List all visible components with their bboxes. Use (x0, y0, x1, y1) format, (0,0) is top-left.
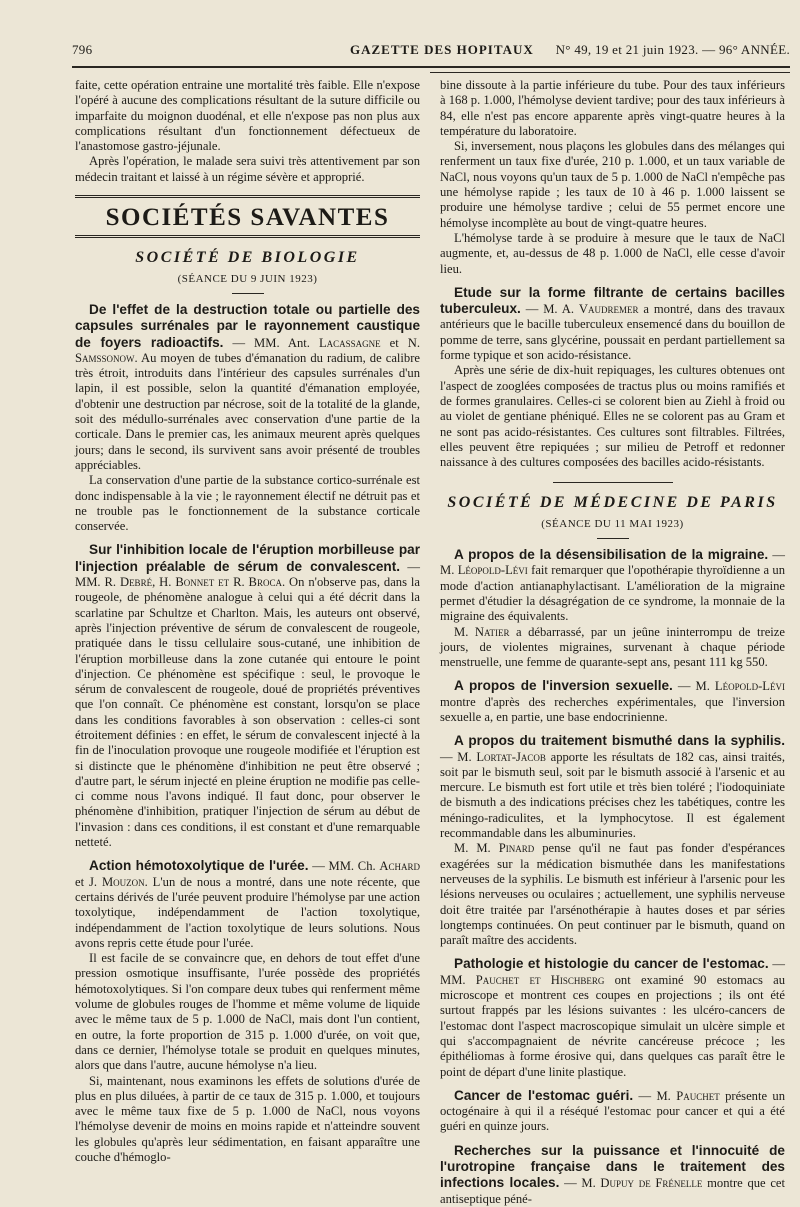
continued-paragraph: bine dissoute à la partie inférieure du tube. Pour des taux inférieurs à 168 p. 1.000, l'hémolyse devient tardive; pour des taux inférieurs à 84, elle n'est pas encore apparente après vingt-quatre heures à la température du laboratoire. (440, 78, 786, 138)
session-date: (SÉANCE DU 9 JUIN 1923) (177, 272, 318, 285)
article-title: Recherches sur la puissance et l'innocuité de l'urotropine française dans le traitement des infections locales. (440, 1142, 785, 1191)
section-divider-2 (75, 235, 420, 240)
author-names: Pauchet et Hischberg (475, 972, 605, 987)
author-prefix: — M. (672, 679, 715, 694)
author-joiner: et J. (75, 874, 102, 889)
article-title: Cancer de l'estomac guéri. (454, 1087, 634, 1103)
article-title: A propos de la désensibilisation de la migraine. (454, 547, 769, 563)
article-body: a montré, dans des travaux antérieurs que le bacille tuberculeux ensemencé dans du bouillon de pomme de terre, sans glycérine, poussait en perdant partiellement sa forme typique et son acido-résistance. (440, 302, 785, 363)
short-divider (597, 538, 629, 539)
section-title: SOCIÉTÉS SAVANTES (105, 204, 390, 232)
article-title: Action hémotoxolytique de l'urée. (89, 858, 309, 874)
article-cancer-gueri (440, 1088, 785, 1135)
article-cancer-histologie (440, 956, 785, 1079)
author-prefix: M. M. (454, 841, 499, 856)
author-prefix: — MM. R. (75, 559, 420, 590)
article-bacilles (440, 285, 785, 471)
article-title: Sur l'inhibition locale de l'éruption morbilleuse par l'injection préalable de sérum de convalescent. (75, 542, 420, 574)
running-header (72, 42, 790, 62)
author-name: Natier (474, 624, 510, 639)
header-rule-right (430, 72, 790, 73)
article-syphilis (440, 733, 785, 948)
author-prefix: — MM. Ch. (308, 859, 380, 874)
article-urotropine (440, 1143, 785, 1207)
article-paragraph: Si, maintenant, nous examinons les effets de solutions d'urée de plus en plus diluées, à partir de ce taux de 315 p. 1.000, et toujours avec le même taux fixe de 5 p. 1.000 de NaCl, nous voyons l'hémolyse devenir de moins en moins rapide et n'atteindre souvent les globules qu'après leur sédimentation, en faisant apparaître une couche d'hémoglo- (75, 1073, 420, 1164)
right-column (440, 78, 785, 1207)
article-title: A propos du traitement bismuthé dans la syphilis. (454, 733, 785, 749)
article-paragraph: Il est facile de se convaincre que, en dehors de tout effet d'une pression osmotique insuffisante, l'urée possède des propriétés hémotoxolytiques. Si l'on compare deux tubes qui renferment même volume de globules rouges de l'homme et même volume de liquide avec le même taux de 5 p. 1.000 de NaCl, mais dont l'un contient, en outre, la forte proportion de 315 p. 1.000 d'urée, on voit que, dans ce dernier, l'hémolyse totale se produit en quelques minutes, alors que dans l'autre, aucune hémolyse n'a lieu. (75, 951, 420, 1073)
author-name: Lortat-Jacob (476, 749, 546, 764)
article-body: pense qu'il ne faut pas fonder d'espérances exagérées sur la médication bismuthée dans les manifestations nerveuses de la syphilis. Le bismuth est inférieur à l'arsenic pour les lésions nerveuses ou oculaires ; actuellement, une syphilis nerveuse doit être traitée par l'arsénothérapie à hautes doses et par séries longtemps continuées. On peut continuer par le bismuth, quand on paraît maître des accidents. (440, 841, 785, 948)
author-prefix: — MM. Ant. (223, 335, 319, 350)
author-name: Dupuy de Frénelle (600, 1176, 703, 1191)
article-inversion (440, 678, 785, 725)
article-paragraph: L'hémolyse tarde à se produire à mesure que le taux de NaCl augmente, et, au-dessus de 48 p. 1.000 de NaCl, elle cesse d'avoir lieu. (440, 230, 785, 276)
author-name: Pinard (498, 841, 535, 856)
article-title: Pathologie et histologie du cancer de l'estomac. (454, 956, 769, 972)
society-heading-biologie: SOCIÉTÉ DE BIOLOGIE (135, 249, 360, 267)
article-title: Etude sur la forme filtrante de certains bacilles tuberculeux. (440, 284, 785, 317)
session-date: (SÉANCE DU 11 MAI 1923) (541, 517, 684, 530)
author-name: Samssonow (75, 350, 135, 365)
author-prefix: — MM. (440, 957, 786, 987)
article-body: ont examiné 90 estomacs au microscope et montrent ces coupes en projections ; ils ont été surtout frappés par les lésions suivantes : les ulcéro-cancers de l'estomac dont l'aspect macroscopique simulait un ulcère simple et qui s'accompagnaient de névrite cancéreuse précoce ; les épithéliomas à forme érosive qui, dans quelques cas paraît être le point de départ d'une linite plastique. (440, 972, 785, 1079)
article-body: montre d'après des recherches expérimentales, que l'inversion sexuelle a, en partie, une base endocrinienne. (440, 694, 785, 724)
article-paragraph: Après une série de dix-huit repiquages, les cultures obtenues ont l'aspect de zooglées composées de tractus plus ou moins ramifiés et de formes granulaires. Celles-ci se colorent bien au Ziehl à froid ou au violet de gentiane phéniqué. Elles ne se colorent pas au Gram et ne sont pas acido-résistantes. Ces cultures sont filtrables. Filtrées, elles peuvent être repiquées ; sur milieu de Petroff et redonner naissance à des cultures composées des bacilles acido-résistants. (440, 363, 785, 470)
author-joiner: et N. (380, 335, 420, 350)
article-title: De l'effet de la destruction totale ou partielle des capsules surrénales par le rayonnement caustique de foyers radioactifs. (75, 301, 420, 350)
author-name: Achard (379, 859, 420, 874)
header-rule (72, 66, 790, 68)
author-prefix: — M. (440, 548, 785, 578)
author-name: Mouzon (101, 874, 145, 889)
author-name: Vaudremer (578, 302, 639, 317)
author-prefix: M. (454, 624, 475, 639)
author-name: Léopold-Lévi (457, 563, 528, 578)
author-name: Lacassagne (318, 335, 381, 350)
author-names: Debré, H. Bonnet et R. Broca (119, 575, 282, 590)
author-name: Pauchet (676, 1088, 720, 1103)
article-body: montre que cet antiseptique péné- (440, 1176, 786, 1206)
society-divider (553, 482, 673, 483)
author-prefix: — M. (559, 1176, 601, 1191)
journal-title: GAZETTE DES HOPITAUX (350, 42, 534, 57)
author-prefix: — M. (440, 749, 477, 764)
intro-paragraph: faite, cette opération entraine une mortalité très faible. Elle n'expose l'opéré à aucune des complications résultant de la suture difficile ou imparfaite du moignon duodénal, et elle n'expose pas non plus aux complications résultant d'un fonctionnement défectueux de l'anastomose gastro-jéjunale. (75, 78, 420, 154)
article-uree (75, 858, 420, 1165)
article-capsules (75, 302, 420, 534)
left-column (75, 78, 420, 1165)
article-paragraph: Si, inversement, nous plaçons les globules dans des mélanges qui renferment un taux fixe d'urée, 210 p. 1.000, et un taux variable de NaCl, nous voyons qu'un taux de 5 p. 1.000 de NaCl n'empêche pas une hémolyse rapide ; les taux de 10 à 46 p. 1.000 laissent se produire une hémolyse tardive ; celui de 55 permet encore une hémolyse incomplète au bout de vingt-quatre heures. (440, 139, 785, 230)
short-divider (232, 293, 264, 294)
section-divider (75, 195, 420, 200)
article-body: présente un octogénaire à qui il a réséqué l'estomac pour cancer et qui a été guéri en quinze jours. (440, 1088, 786, 1134)
author-prefix: — M. A. (520, 302, 579, 317)
author-prefix: — M. (633, 1088, 677, 1103)
article-migraine (440, 547, 785, 670)
article-title: A propos de l'inversion sexuelle. (454, 678, 673, 694)
page-number: 796 (72, 42, 93, 57)
article-body: apporte les résultats de 182 cas, ainsi traités, soit par le bismuth seul, soit par le bismuth associé à l'arsenic et au mercure. Le bismuth est fort utile et très bien toléré ; l'iodoquiniate de bismuth a des indications précises chez les tabétiques, contre les méningo-radiculites, et la lymphocytose. Il est également recommandable dans les albuminuries. (440, 749, 785, 841)
article-body: . Au moyen de tubes d'émanation du radium, de calibre très étroit, introduits dans l'intérieur des capsules surrénales d'un lapin, il est possible, selon la quantité d'émanation employée, d'obtenir une destruction par nécrose, soit de la totalité de la glande, soit des médullo-surrénales avec conservation d'une partie de la corticale. Dans le premier cas, les animaux meurent après quelques jours; dans le second, ils survivent sans avoir présenté de troubles appréciables. (75, 350, 420, 472)
article-body: . On n'observe pas, dans la rougeole, de phénomène analogue à celui qui a été décrit dans la scarlatine par Schultze et Charlton. Mais, les auteurs ont observé, après l'injection préventive de sérum de convalescent de rougeole, pratiquée dans le tissu cellulaire sous-cutané, une inhibition de l'éruption morbilleuse dans la zone cutanée qui entoure le point d'injection. Ce phénomène est spécifique : seul, le provoque le sérum de convalescent de rougeole, doué de propriétés préventives que l'on connaît. Ce phénomène est constant, lorsqu'on se place dans les conditions favorables à son observation : celles-ci sont étroitement définies : en effet, le sérum de convalescent injecté à la fin de l'inoculation provoque une rougeole modifiée et l'éruption est si distincte que le phénomène d'inhibition ne peut être observé ; d'autre part, le sérum injecté en pleine éruption ne modifie pas celle-ci comme nous l'avons indiqué. Il faut donc, pour observer le phénomène d'inhibition, pratiquer l'injection de sérum au début de l'invasion : dans ces conditions, il est constant et d'une remarquable netteté. (75, 575, 421, 850)
article-rougeole (75, 542, 420, 850)
intro-paragraph-2: Après l'opération, le malade sera suivi très attentivement par son médecin traitant et laissé à un régime sévère et approprié. (75, 154, 420, 184)
author-name: Léopold-Lévi (714, 679, 785, 694)
article-body: a débarrassé, par un jeûne ininterrompu de treize jours, de violentes migraines, survenant à chaque période menstruelle, une femme de quarante-sept ans, pesant 111 kg 550. (440, 624, 785, 670)
article-paragraph: La conservation d'une partie de la substance cortico-surrénale est donc indispensable à la vie ; le rayonnement électif ne détruit pas et ne trouble pas le fonctionnement de la substance corticale conservée. (75, 473, 420, 534)
article-body: fait remarquer que l'opothérapie thyroïdienne a un mode d'action antianaphylactisant. L'amélioration de la migraine permet d'étudier la désagrégation de ce syndrome, la monnaie de la migraine des équivalents. (440, 563, 785, 624)
issue-info: N° 49, 19 et 21 juin 1923. — 96° ANNÉE. (555, 42, 790, 57)
society-heading-medecine: SOCIÉTÉ DE MÉDECINE DE PARIS (447, 494, 778, 512)
article-body: . L'un de nous a montré, dans une note récente, que certains dérivés de l'urée peuvent produire l'hémolyse par une action toxolytique, indépendamment de l'action toxolytique, indépendamment de l'action toxolytique de leurs solutions. Nous avons repris cette étude pour l'urée. (75, 874, 420, 950)
